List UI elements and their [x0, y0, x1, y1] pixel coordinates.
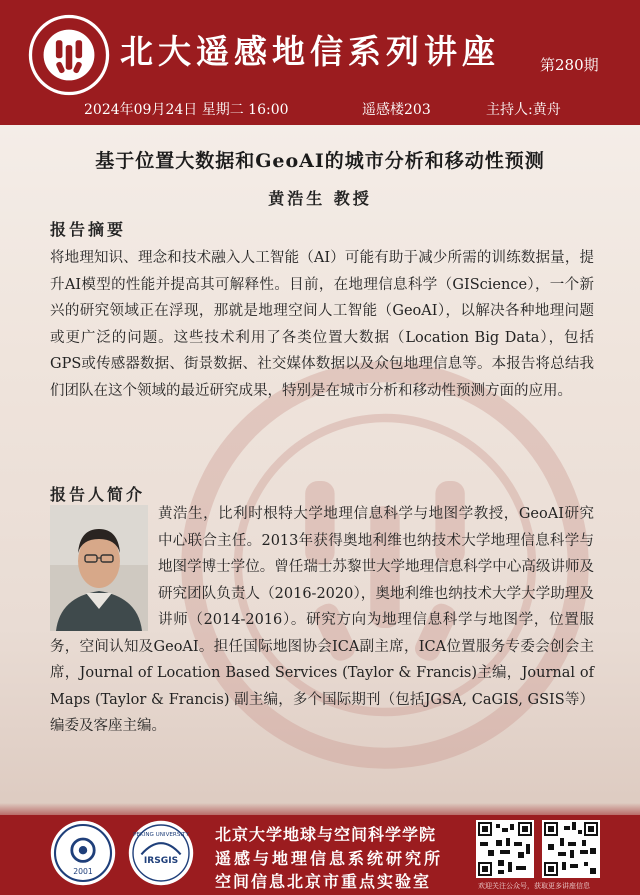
footer-line-2: 遥感与地理信息系统研究所 [215, 849, 444, 868]
abstract-heading: 报告摘要 [50, 220, 127, 239]
bio-heading: 报告人简介 [50, 485, 146, 504]
abstract-text: 将地理知识、理念和技术融入人工智能（AI）可能有助于减少所需的训练数据量，提升AI模型的性能并提高其可解释性。目前，在地理信息科学（GIScience），一个新兴的研究领域正在浮现，那就是地理空间人工智能（GeoAI），以解决各种地理问题或更广泛的问题。这些技术利用了各类位置大数据（Location Big Data），包括GPS或传感器数据、街景数据、社交媒体数据以及众包地理信息等。本报告将总结我们团队在这个领域的最近研究成果，特别是在城市分析和移动性预测方面的应用。 [50, 250, 594, 399]
irsgis-logo-label: IRSGIS [143, 855, 179, 866]
irsgis-ring-text: PEKING UNIVERSITY [133, 832, 189, 839]
school-logo-year: 2001 [73, 867, 93, 876]
qr-caption: 欢迎关注公众号，获取更多讲座信息 [478, 882, 590, 890]
qr-code-icon [476, 820, 534, 878]
room: 遥感楼203 [362, 102, 431, 118]
school-logo-icon [48, 818, 118, 888]
bio-text-block [50, 501, 594, 740]
qr-code-icon [542, 820, 600, 878]
info-bar [0, 96, 640, 125]
photo-spacer [50, 501, 158, 631]
host: 主持人:黄舟 [486, 102, 561, 118]
footer-line-1: 北京大学地球与空间科学学院 [215, 825, 437, 844]
talk-title: 基于位置大数据和GeoAI的城市分析和移动性预测 [95, 150, 545, 172]
pku-logo-icon [28, 14, 110, 96]
irsgis-logo-icon [126, 818, 196, 888]
speaker-name: 黄浩生 教授 [268, 189, 372, 208]
date-time: 2024年09月24日 星期二 16:00 [84, 102, 289, 118]
issue-number: 第280期 [540, 56, 599, 74]
bio-text: 黄浩生，比利时根特大学地理信息科学与地图学教授，GeoAI研究中心联合主任。2013年获得奥地利维也纳技术大学地理信息科学与地图学博士学位。曾任瑞士苏黎世大学地理信息科学中心高级讲师及研究团队负责人（2016-2020），奥地利维也纳技术大学大学助理及讲师（2014-2016）。研究方向为地理信息科学与地图学，位置服务，空间认知及GeoAI。担任国际地图协会ICA副主席，ICA位置服务专委会创会主席，Journal of Location Based Services (Taylor & Francis)主编，Journal of Maps (Taylor & Francis) 副主编，多个国际期刊（包括JGSA, CaGIS, GSIS等）编委及客座主编。 [50, 506, 594, 734]
header-banner [0, 0, 640, 125]
series-title: 北大遥感地信系列讲座 [120, 32, 500, 71]
footer-line-3: 空间信息北京市重点实验室 [215, 872, 432, 891]
